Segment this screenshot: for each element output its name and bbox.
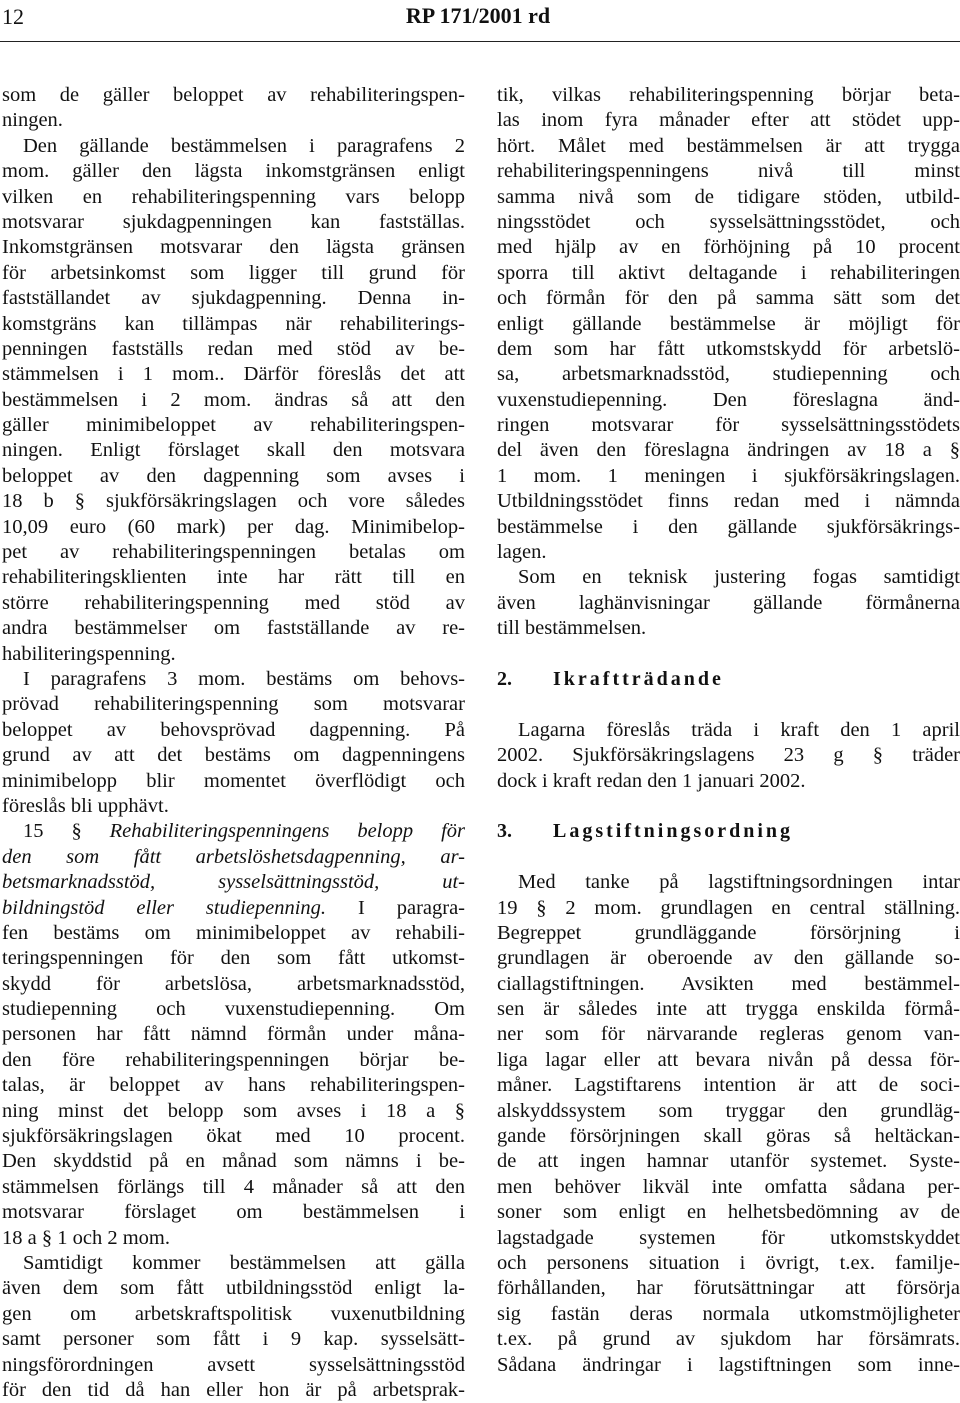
text-line: dem som har fått utkomstskydd för arbetslö- <box>497 337 960 360</box>
text-line: lagstadgade systemen för utkomstskyddet <box>497 1226 960 1249</box>
text-line: Den skyddstid på en månad som nämns i be- <box>2 1150 465 1173</box>
text-line: grundlagen är oberoende av den gällande so- <box>497 947 960 970</box>
text-line: lagen. <box>497 541 547 564</box>
text-line: tik, vilkas rehabiliteringspenning börjar beta- <box>497 84 960 106</box>
text-line: del även den föreslagna ändringen av 18 a § <box>497 439 960 462</box>
text-line: ningsförordningen avsett sysselsättningsstöd <box>2 1353 465 1376</box>
text-line: den före rehabiliteringspenningen börjar be- <box>2 1048 465 1071</box>
text-line: hört. Målet med bestämmelsen är att trygga <box>497 134 960 157</box>
text-line: beloppet av den dagpenning som avses i <box>2 464 465 487</box>
text-line: fen bestäms om minimibeloppet av rehabili- <box>2 921 465 944</box>
text-line: habiliteringspenning. <box>2 642 176 665</box>
text-line: sen är således inte att trygga enskilda förmå- <box>497 998 960 1021</box>
text-line: motsvarar förslaget om bestämmelsen i <box>2 1201 465 1224</box>
section-number: 3. <box>497 820 512 843</box>
text-line: penningen fastställs redan med stöd av be- <box>2 337 465 360</box>
header-rule <box>0 41 960 42</box>
text-line: Inkomstgränsen motsvarar den lägsta gränsen <box>2 236 465 259</box>
text-line: 15 § Rehabiliteringspenningens belopp för <box>23 820 465 843</box>
left-column <box>2 83 465 1403</box>
text-line: sa, arbetsmarknadsstöd, studiepenning och <box>497 363 960 386</box>
text-line: beloppet av behovsprövad dagpenning. På <box>2 718 465 741</box>
section-heading-3 <box>497 819 960 844</box>
text-line: samt personer som fått i 9 kap. sysselsätt- <box>2 1328 465 1351</box>
text-line: teringspenningen för den som fått utkomst- <box>2 947 465 970</box>
text-line: ningen. Enligt förslaget skall den motsvara <box>2 439 465 462</box>
text-line: den som fått arbetslöshetsdagpenning, ar- <box>2 845 465 868</box>
text-line: ciallagstiftningen. Avsikten med bestämmel- <box>497 972 960 995</box>
text-line: studiepenning och vuxenstudiepenning. Om <box>2 998 465 1021</box>
text-line: till bestämmelsen. <box>497 617 647 640</box>
text-line: för den tid då han eller hon är på arbetsprak- <box>2 1378 465 1401</box>
text-line: gen om arbetskraftspolitisk vuxenutbildning <box>2 1302 465 1325</box>
text-line: men behöver likväl inte omfatta sådana per- <box>497 1175 960 1198</box>
text-line: las inom fyra månader efter att stödet upp- <box>497 109 960 132</box>
text-line: 18 a § 1 och 2 mom. <box>2 1226 170 1249</box>
text-line: gäller minimibeloppet av rehabiliteringspen- <box>2 414 465 437</box>
text-line: 10,09 euro (60 mark) per dag. Minimibelop- <box>2 515 465 538</box>
right-column <box>497 83 960 1378</box>
text-line: de att ingen hamnar utanför systemet. Syste- <box>497 1150 960 1173</box>
text-line: bestämmelsen i 2 mom. ändras så att den <box>2 388 465 411</box>
text-line: I paragrafens 3 mom. bestäms om behovs- <box>23 667 465 690</box>
text-line: ringen motsvarar för sysselsättningsstödets <box>497 414 960 437</box>
text-line: grund av att det bestäms om dagpenningens <box>2 744 465 767</box>
text-line: Den gällande bestämmelsen i paragrafens 2 <box>23 134 465 157</box>
text-line: Sådana ändringar i lagstiftningen som inne- <box>497 1353 960 1376</box>
text-line: dock i kraft redan den 1 januari 2002. <box>497 769 806 792</box>
text-line: stämmelsen förlängs till 4 månader så att den <box>2 1175 465 1198</box>
text-line: rehabiliteringsklienten inte har rätt till en <box>2 566 465 589</box>
section-2-body <box>497 718 960 794</box>
text-line: som de gäller beloppet av rehabiliteringspen- <box>2 84 465 106</box>
text-line: ner som för närvarande regleras genom van- <box>497 1023 960 1046</box>
text-line: stämmelsen i 1 mom.. Därför föreslås det att <box>2 363 465 386</box>
section-title: Lagstiftningsordning <box>553 820 794 843</box>
text-line: sjukförsäkringslagen ökat med 10 procent. <box>2 1125 465 1148</box>
section-title: Ikraftträdande <box>553 667 724 690</box>
text-line: Begreppet grundläggande försörjning i <box>497 921 960 944</box>
text-line: Med tanke på lagstiftningsordningen intar <box>518 871 960 894</box>
text-line: bestämmelse i den gällande sjukförsäkrings- <box>497 515 960 538</box>
text-line: fastställandet av sjukdagpenning. Denna in- <box>2 287 465 310</box>
text-line: även dem som fått utbildningsstöd enligt la- <box>2 1277 465 1300</box>
text-line: andra bestämmelser om fastställande av re- <box>2 617 465 640</box>
text-line: liga lagar eller att bevara nivån på dessa för- <box>497 1048 960 1071</box>
text-line: sporra till aktivt deltagande i rehabiliteringen <box>497 261 960 284</box>
text-line: enligt gällande bestämmelse är möjligt för <box>497 312 960 335</box>
text-line: vuxenstudiepenning. Den föreslagna änd- <box>497 388 960 411</box>
text-line: 1 mom. 1 meningen i sjukförsäkringslagen. <box>497 464 960 487</box>
text-line: Samtidigt kommer bestämmelsen att gälla <box>23 1251 465 1274</box>
text-line: ningen. <box>2 109 63 132</box>
text-line: ningsstödet och sysselsättningsstödet, och <box>497 210 960 233</box>
right-column-text <box>497 83 960 642</box>
text-line: rehabiliteringspenningens nivå till minst <box>497 160 960 183</box>
text-line: motsvarar sjukdagpenningen kan fastställas. <box>2 210 465 233</box>
text-line: 2002. Sjukförsäkringslagens 23 g § träder <box>497 744 960 767</box>
text-line: soner som enligt en helhetsbedömning av de <box>497 1201 960 1224</box>
text-line: 19 § 2 mom. grundlagen en central ställning. <box>497 896 960 919</box>
text-line: Utbildningsstödet finns redan med i nämnda <box>497 490 960 513</box>
text-line: 18 b § sjukförsäkringslagen och vore således <box>2 490 465 513</box>
text-line: minimibelopp blir momentet överflödigt och <box>2 769 465 792</box>
text-line: Som en teknisk justering fogas samtidigt <box>518 566 960 589</box>
section-number: 2. <box>497 667 512 690</box>
text-line: sig fastän deras normala utkomstmöjligheter <box>497 1302 960 1325</box>
text-line: prövad rehabiliteringspenning som motsvarar <box>2 693 465 716</box>
page-number: 12 <box>2 4 24 29</box>
text-line: betsmarknadsstöd, sysselsättningsstöd, ut- <box>2 871 465 894</box>
text-line: med hjälp av en förhöjning på 10 procent <box>497 236 960 259</box>
text-line: och personens situation i övrigt, t.ex. familje- <box>497 1251 960 1274</box>
document-id: RP 171/2001 rd <box>405 3 551 28</box>
text-line: även laghänvisningar gällande förmånerna <box>497 591 960 614</box>
text-line: t.ex. på grund av sjukdom har försämrats. <box>497 1328 960 1351</box>
text-line: skydd för arbetslösa, arbetsmarknadsstöd, <box>2 972 465 995</box>
text-line: komstgräns kan tillämpas när rehabiliterings- <box>2 312 465 335</box>
text-line: för arbetsinkomst som ligger till grund för <box>2 261 465 284</box>
text-line: samma nivå som de tidigare stöden, utbild- <box>497 185 960 208</box>
section-3-body <box>497 870 960 1378</box>
text-line: bildningstöd eller studiepenning. I paragra- <box>2 896 466 919</box>
text-line: förhållanden, har förutsättningar att försörja <box>497 1277 960 1300</box>
text-line: föreslås bli upphävt. <box>2 794 169 817</box>
section-heading-2 <box>497 667 960 692</box>
text-line: Lagarna föreslås träda i kraft den 1 april <box>518 718 960 741</box>
text-line: ning minst det belopp som avses i 18 a § <box>2 1099 465 1122</box>
text-line: pet av rehabiliteringspenningen betalas om <box>2 541 465 564</box>
text-line: och förmån för den på samma sätt som det <box>497 287 960 310</box>
text-line: måner. Lagstiftarens intention är att de soci- <box>497 1074 960 1097</box>
text-line: vilken en rehabiliteringspenning vars belopp <box>2 185 465 208</box>
text-line: större rehabiliteringspenning med stöd av <box>2 591 465 614</box>
text-line: mom. gäller den lägsta inkomstgränsen enligt <box>2 160 465 183</box>
text-line: alskyddssystem som tryggar den grundläg- <box>497 1099 960 1122</box>
page-header <box>0 0 960 44</box>
text-line: gande försörjningen skall göras så heltäckan- <box>497 1125 960 1148</box>
text-line: talas, är beloppet av hans rehabiliteringspen- <box>2 1074 465 1097</box>
text-line: personen har fått nämnd förmån under måna- <box>2 1023 465 1046</box>
